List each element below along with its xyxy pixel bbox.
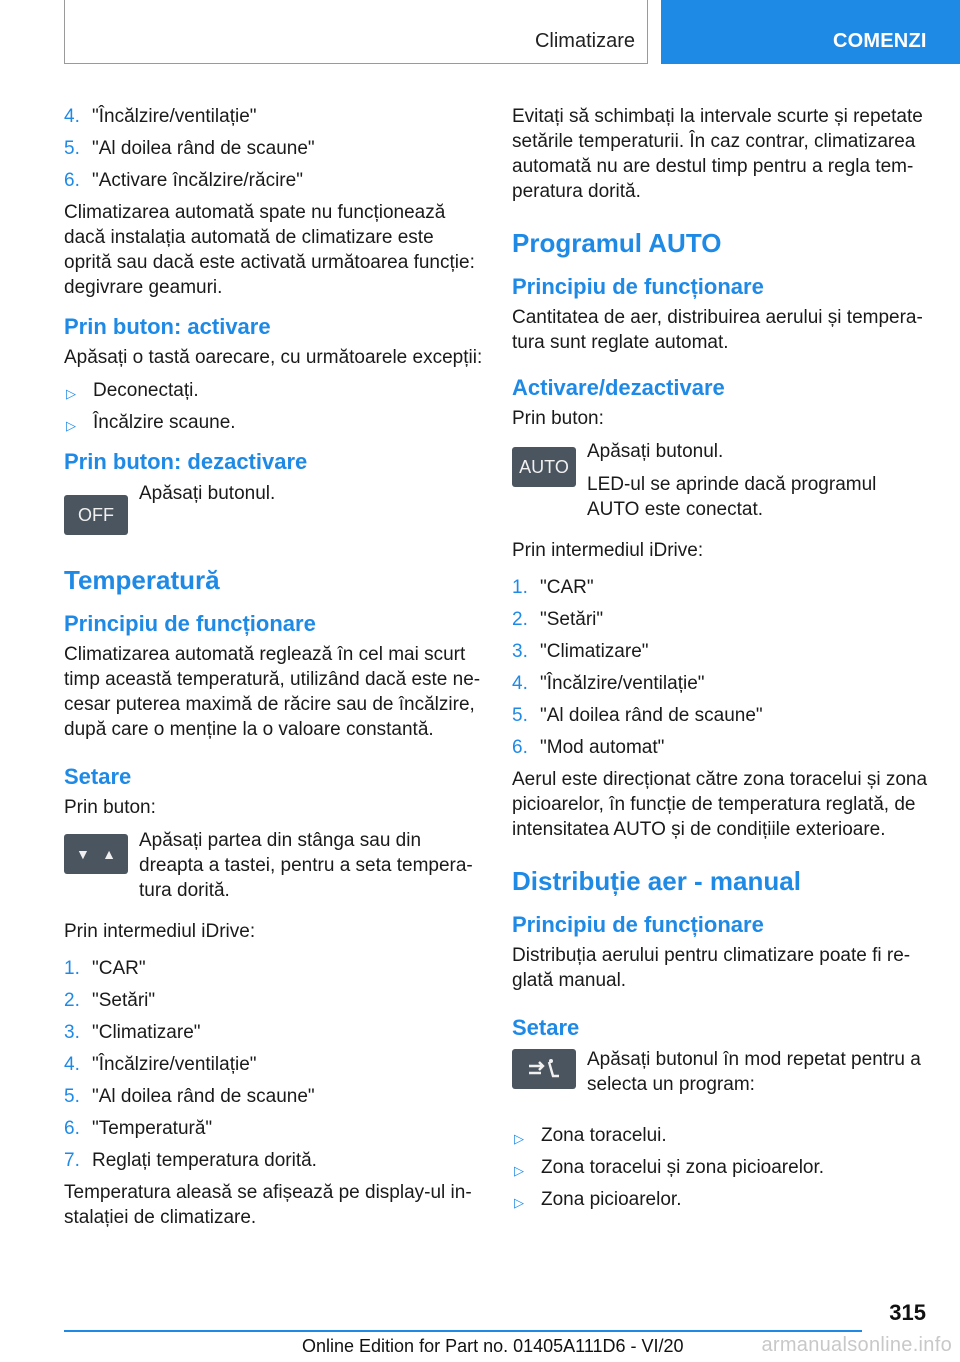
- list-item: 1. "CAR": [512, 577, 594, 598]
- header-section-label: COMENZI: [833, 30, 927, 52]
- page-number: 315: [889, 1300, 926, 1325]
- triangle-bullet-icon: ▷: [66, 386, 76, 401]
- list-item: 5. "Al doilea rând de scaune": [64, 138, 315, 159]
- heading-activate: Prin buton: activare: [64, 314, 271, 339]
- paragraph: Prin buton:: [512, 408, 604, 429]
- list-item: 7. Reglați temperatura dorită.: [64, 1150, 317, 1171]
- arrow-button-row: [64, 828, 484, 903]
- bullet-list: [512, 1123, 930, 1212]
- list-item: 2. "Setări": [64, 990, 156, 1011]
- triangle-bullet-icon: ▷: [66, 418, 76, 433]
- watermark: armanualsonline.info: [761, 1334, 952, 1356]
- auto-button-row: [512, 439, 930, 522]
- heading-principle: Principiu de funcționare: [512, 912, 764, 937]
- list-item: ▷ Zona picioarelor.: [512, 1187, 930, 1212]
- paragraph: Temperatura aleasă se afișează pe display-ul in-stalației de climatizare.: [64, 1182, 472, 1228]
- paragraph: Prin buton:: [64, 797, 156, 818]
- paragraph: Climatizarea automată reglează în cel mai scurt timp această temperatură, utilizând dacă este ne-cesar puterea maximă de răcire sau de încălzire, după care o menține la o valoare constantă.: [64, 644, 481, 740]
- paragraph: Prin intermediul iDrive:: [64, 921, 256, 942]
- triangle-bullet-icon: ▷: [514, 1163, 524, 1178]
- paragraph: Aerul este direcționat către zona toracelui și zona picioarelor, în funcție de temperatura reglată, de intensitatea AUTO și de condițiile exterioare.: [512, 769, 928, 840]
- idrive-list: [512, 575, 930, 760]
- header-title: Climatizare: [534, 30, 635, 52]
- heading-temperature: Temperatură: [64, 565, 220, 595]
- heading-setting: Setare: [512, 1015, 580, 1040]
- list-item: 6. "Mod automat": [512, 737, 665, 758]
- paragraph: Climatizarea automată spate nu funcționează dacă instalația automată de climatizare este oprită sau dacă este activată următoarea funcție: degivrare geamuri.: [64, 202, 475, 298]
- list-item: 4. "Încălzire/ventilație": [64, 1054, 257, 1075]
- auto-button-icon: AUTO: [512, 447, 576, 487]
- footer-divider: [64, 1330, 862, 1332]
- paragraph: Apăsați o tastă oarecare, cu următoarele excepții:: [64, 347, 483, 368]
- distribution-button-row: [512, 1047, 930, 1109]
- heading-setting: Setare: [64, 764, 132, 789]
- list-item: 4. "Încălzire/ventilație": [512, 673, 705, 694]
- idrive-list: [64, 956, 484, 1173]
- bullet-list: [64, 378, 484, 435]
- distribution-text: Apăsați butonul în mod repetat pentru a selecta un program:: [587, 1049, 921, 1095]
- heading-auto-program: Programul AUTO: [512, 228, 722, 258]
- triangle-bullet-icon: ▷: [514, 1131, 524, 1146]
- paragraph: Prin intermediul iDrive:: [512, 540, 704, 561]
- list-item: 3. "Climatizare": [512, 641, 649, 662]
- heading-principle: Principiu de funcționare: [512, 274, 764, 299]
- edition-text: Online Edition for Part no. 01405A111D6 - VI/20: [302, 1336, 684, 1356]
- auto-text-2: LED-ul se aprinde dacă programul AUTO este conectat.: [587, 474, 877, 520]
- list-item: 1. "CAR": [64, 958, 146, 979]
- heading-activate-deactivate: Activare/dezactivare: [512, 375, 725, 400]
- triangle-bullet-icon: ▷: [514, 1195, 524, 1210]
- paragraph: Evitați să schimbați la intervale scurte și repetate setările temperaturii. În caz contrar, climatizarea automată nu are destul timp pentru a regla tem-peratura dorită.: [512, 106, 923, 202]
- heading-principle: Principiu de funcționare: [64, 611, 316, 636]
- arrow-text: Apăsați partea din stânga sau din dreapta a tastei, pentru a seta tempera-tura dorită.: [139, 830, 473, 901]
- auto-text-1: Apăsați butonul.: [587, 441, 724, 462]
- intro-list: [64, 104, 484, 193]
- list-item: ▷ Zona toracelui și zona picioarelor.: [512, 1155, 930, 1180]
- list-item: 6. "Temperatură": [64, 1118, 213, 1139]
- left-column: [64, 104, 484, 1238]
- list-item: 2. "Setări": [512, 609, 604, 630]
- list-item: 3. "Climatizare": [64, 1022, 201, 1043]
- paragraph: Cantitatea de aer, distribuirea aerului și tempera-tura sunt reglate automat.: [512, 307, 923, 353]
- right-column: [512, 104, 930, 1224]
- off-button-icon: OFF: [64, 495, 128, 535]
- header-section-tab: [661, 0, 960, 64]
- heading-deactivate: Prin buton: dezactivare: [64, 449, 308, 474]
- list-item: ▷ Încălzire scaune.: [64, 410, 484, 435]
- list-item: 4. "Încălzire/ventilație": [64, 106, 257, 127]
- paragraph: Distribuția aerului pentru climatizare poate fi re-glată manual.: [512, 945, 911, 991]
- off-button-row: [64, 481, 484, 543]
- heading-air-distribution: Distribuție aer - manual: [512, 866, 801, 896]
- list-item: ▷ Deconectați.: [64, 378, 484, 403]
- list-item: 5. "Al doilea rând de scaune": [512, 705, 763, 726]
- list-item: 5. "Al doilea rând de scaune": [64, 1086, 315, 1107]
- off-text: Apăsați butonul.: [139, 483, 276, 504]
- temperature-arrows-icon: ▼ ▲: [64, 834, 128, 874]
- air-distribution-icon: [512, 1049, 576, 1089]
- list-item: ▷ Zona toracelui.: [512, 1123, 930, 1148]
- header-title-box: [64, 0, 648, 64]
- list-item: 6. "Activare încălzire/răcire": [64, 170, 303, 191]
